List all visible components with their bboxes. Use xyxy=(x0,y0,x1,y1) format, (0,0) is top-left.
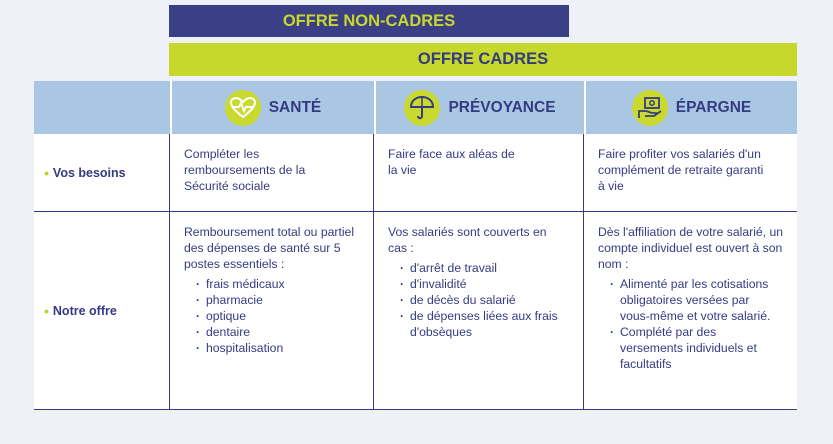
cell-besoins-sante xyxy=(170,134,374,212)
banner-offre-cadres xyxy=(169,43,797,76)
cell-offre-epargne xyxy=(584,212,797,410)
offre-epargne-intro: Dès l'affiliation de votre salarié, un compte individuel est ouvert à son nom : xyxy=(598,225,784,271)
offre-prevoyance-intro: Vos salariés sont couverts en cas : xyxy=(388,225,547,255)
list-item: · optique xyxy=(196,308,359,324)
list-item: · pharmacie xyxy=(196,292,359,308)
offre-epargne-list xyxy=(598,276,783,372)
cell-besoins-epargne xyxy=(584,134,797,212)
table-corner xyxy=(34,81,170,134)
cell-offre-sante xyxy=(170,212,374,410)
list-item: · Alimenté par les cotisations obligatoires versées par vous-même et votre salarié. xyxy=(610,276,780,324)
column-header-sante xyxy=(170,81,374,134)
heart-pulse-icon xyxy=(225,90,261,126)
banner-offre-non-cadres xyxy=(169,5,569,37)
list-item: · de dépenses liées aux frais d'obsèques xyxy=(400,308,569,340)
banner-non-cadres-label: OFFRE NON-CADRES xyxy=(282,11,456,30)
besoins-sante-text: Compléter les remboursements de la Sécurité sociale xyxy=(184,147,306,193)
savings-icon xyxy=(632,90,668,126)
offre-sante-list xyxy=(184,276,359,356)
list-item: · frais médicaux xyxy=(196,276,359,292)
row-label-besoins-text: Vos besoins xyxy=(52,165,126,180)
list-item: · Complété par des versements individuels et facultatifs xyxy=(610,324,780,372)
offre-sante-intro: Remboursement total ou partiel des dépenses de santé sur 5 postes essentiels : xyxy=(184,225,355,271)
column-header-prevoyance xyxy=(374,81,584,134)
bullet-dot: • xyxy=(44,302,49,319)
row-label-besoins xyxy=(34,134,170,212)
column-title-sante: SANTÉ xyxy=(268,98,322,116)
list-item: · hospitalisation xyxy=(196,340,359,356)
besoins-prevoyance-text: Faire face aux aléas de la vie xyxy=(388,147,515,177)
list-item: · dentaire xyxy=(196,324,359,340)
list-item: · d'arrêt de travail xyxy=(400,260,569,276)
cell-besoins-prevoyance xyxy=(374,134,584,212)
bullet-dot: • xyxy=(44,164,49,181)
umbrella-icon xyxy=(404,90,440,126)
banner-cadres-label: OFFRE CADRES xyxy=(417,50,549,68)
list-item: · de décès du salarié xyxy=(400,292,569,308)
row-label-offre xyxy=(34,212,170,410)
cell-offre-prevoyance xyxy=(374,212,584,410)
offer-table xyxy=(34,81,797,410)
besoins-epargne-text: Faire profiter vos salariés d'un complément de retraite garanti à vie xyxy=(598,147,764,193)
column-header-epargne xyxy=(584,81,797,134)
row-label-offre-text: Notre offre xyxy=(52,303,117,318)
list-item: · d'invalidité xyxy=(400,276,569,292)
column-title-epargne: ÉPARGNE xyxy=(675,98,752,116)
column-title-prevoyance: PRÉVOYANCE xyxy=(448,98,556,116)
offre-prevoyance-list xyxy=(388,260,569,340)
